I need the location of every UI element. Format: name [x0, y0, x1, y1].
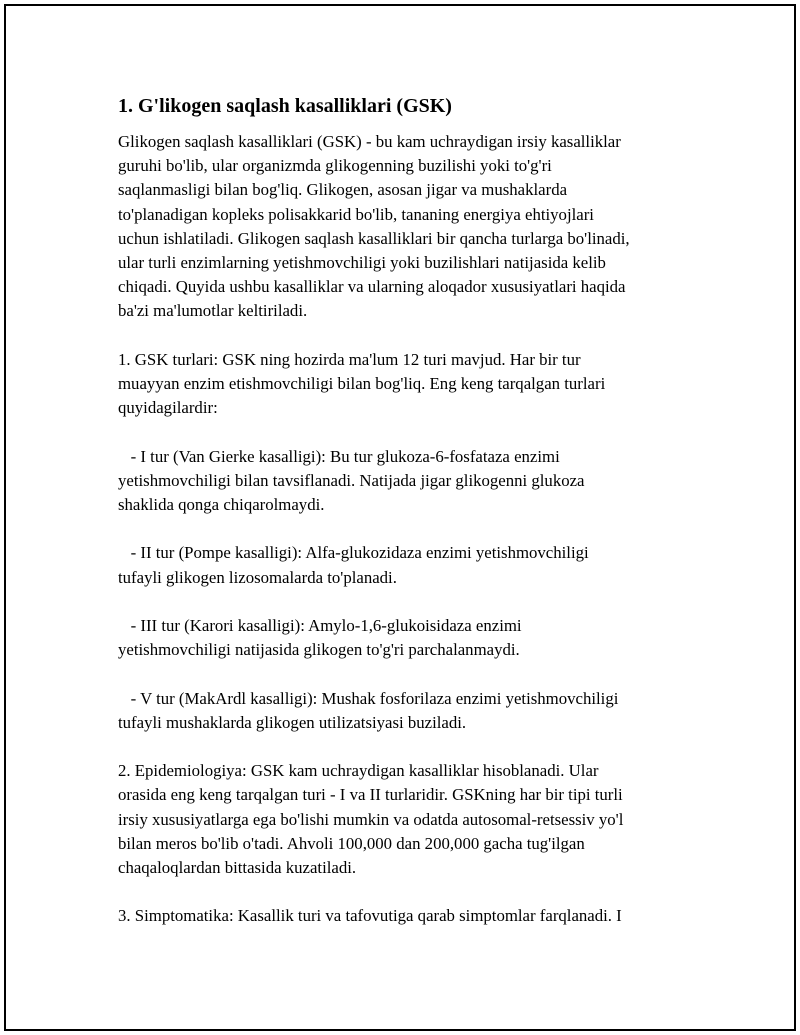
text-line: ular turli enzimlarning yetishmovchiligi yoki buzilishlari natijasida kelib: [118, 253, 606, 273]
types-paragraph: [118, 348, 688, 421]
text-line: guruhi bo'lib, ular organizmda glikogenning buzilishi yoki to'g'ri: [118, 156, 552, 176]
document-body: [118, 92, 688, 953]
text-line: ba'zi ma'lumotlar keltiriladi.: [118, 301, 308, 321]
section-heading: 1. G'likogen saqlash kasalliklari (GSK): [118, 95, 452, 117]
text-line: to'planadigan kopleks polisakkarid bo'lib, tananing energiya ehtiyojlari: [118, 204, 594, 224]
text-line: muayyan enzim etishmovchiligi bilan bog'liq. Eng keng tarqalgan turlari: [118, 374, 606, 394]
text-line: chaqaloqlardan bittasida kuzatiladi.: [118, 858, 357, 877]
text-line: tufayli glikogen lizosomalarda to'planadi.: [118, 567, 397, 587]
text-line: orasida eng keng tarqalgan turi - I va II turlaridir. GSKning har bir tipi turli: [118, 785, 623, 805]
text-line: tufayli mushaklarda glikogen utilizatsiyasi buziladi.: [118, 712, 467, 732]
epidemiology-paragraph: [118, 759, 688, 880]
text-line: saqlanmasligi bilan bog'liq. Glikogen, asosan jigar va mushaklarda: [118, 180, 568, 200]
text-line: 1. GSK turlari: GSK ning hozirda ma'lum 12 turi mavjud. Har bir tur: [118, 349, 581, 369]
text-line: irsiy xususiyatlarga ega bo'lishi mumkin va odatda autosomal-retsessiv yo'l: [118, 809, 624, 829]
text-line: - V tur (MakArdl kasalligi): Mushak fosforilaza enzimi yetishmovchiligi: [118, 688, 619, 708]
text-line: - III tur (Karori kasalligi): Amylo-1,6-glukoisidaza enzimi: [118, 616, 522, 635]
intro-paragraph: [118, 130, 688, 324]
text-line: yetishmovchiligi natijasida glikogen to'g'ri parchalanmaydi.: [118, 640, 520, 660]
text-line: quyidagilardir:: [118, 398, 218, 418]
text-line: uchun ishlatiladi. Glikogen saqlash kasalliklari bir qancha turlarga bo'linadi,: [118, 228, 630, 248]
text-line: yetishmovchiligi bilan tavsiflanadi. Natijada jigar glikogenni glukoza: [118, 470, 585, 490]
text-line: - II tur (Pompe kasalligi): Alfa-glukozidaza enzimi yetishmovchiligi: [118, 543, 589, 563]
symptoms-paragraph: [118, 904, 688, 928]
type-i-item: [118, 445, 688, 518]
text-line: bilan meros bo'lib o'tadi. Ahvoli 100,000 dan 200,000 gacha tug'ilgan: [118, 833, 585, 853]
type-v-item: [118, 687, 688, 735]
type-ii-item: [118, 541, 688, 589]
type-iii-item: [118, 614, 688, 662]
text-line: 3. Simptomatika: Kasallik turi va tafovutiga qarab simptomlar farqlanadi. I: [118, 906, 622, 926]
text-line: Glikogen saqlash kasalliklari (GSK) - bu kam uchraydigan irsiy kasalliklar: [118, 132, 621, 151]
text-line: - I tur (Van Gierke kasalligi): Bu tur glukoza-6-fosfataza enzimi: [118, 446, 560, 466]
text-line: chiqadi. Quyida ushbu kasalliklar va ularning aloqador xususiyatlari haqida: [118, 277, 626, 297]
text-line: 2. Epidemiologiya: GSK kam uchraydigan kasalliklar hisoblanadi. Ular: [118, 761, 599, 781]
text-line: shaklida qonga chiqarolmaydi.: [118, 495, 325, 515]
